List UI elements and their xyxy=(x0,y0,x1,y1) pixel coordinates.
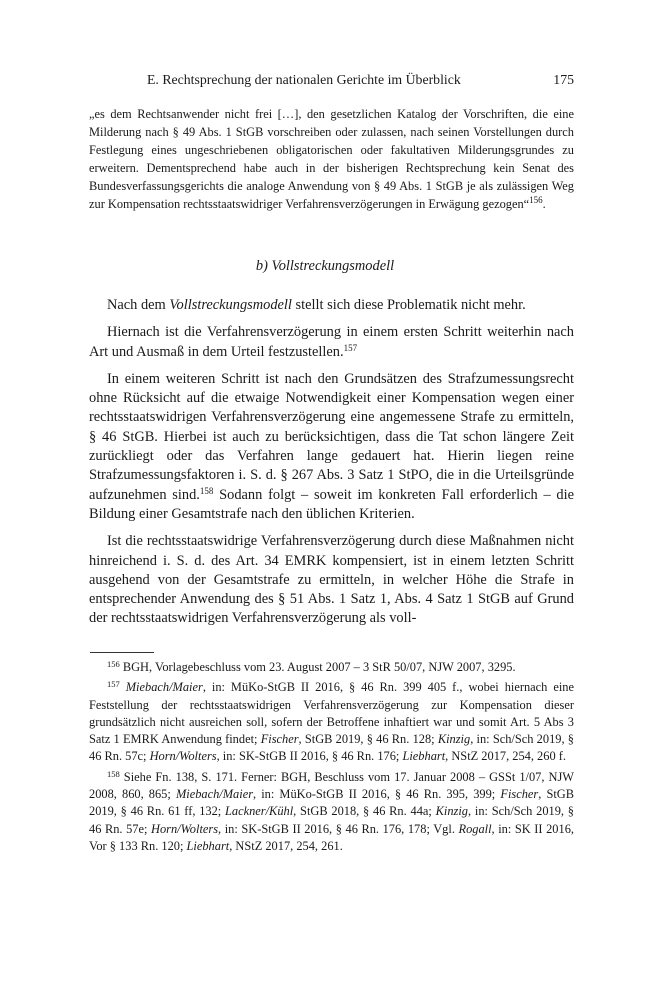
footnote-text: , in: SK II 2016, Vor § 133 Rn. 120; xyxy=(89,821,574,853)
footnotes xyxy=(89,659,574,858)
footnote-text: , in: SK-StGB II 2016, § 46 Rn. 176, 178; Vgl. xyxy=(218,821,459,836)
footnote-ref-156[interactable]: 156 xyxy=(529,194,543,205)
footnote-number: 158 xyxy=(107,768,120,779)
footnote-text: , StGB 2019, § 46 Rn. 61 ff, 132; xyxy=(89,787,574,819)
author-name: Fischer xyxy=(500,787,539,802)
footnote-text: , in: MüKo-StGB II 2016, § 46 Rn. 399 405 f., wobei hiernach eine Feststellung der rechtsstaatswidrigen Verfahrensverzögerung zur Kompensation dieser grundsätzlich nicht ausreichen soll, sofern der Betroffene inhaftiert war und somit Art. 5 Abs 3 Satz 1 EMRK Anwendung findet; xyxy=(89,680,574,747)
footnote-text: , in: SK-StGB II 2016, § 46 Rn. 176; xyxy=(216,749,403,764)
footnote-158 xyxy=(89,769,574,855)
footnote-text: , NStZ 2017, 254, 261. xyxy=(229,838,343,853)
footnote-text: , in: Sch/Sch 2019, § 46 Rn. 57e; xyxy=(89,804,574,836)
author-name: Kinzig xyxy=(435,804,468,819)
body-text xyxy=(89,296,574,637)
paragraph-4 xyxy=(89,532,574,628)
footnote-ref-157[interactable]: 157 xyxy=(343,342,358,353)
author-name: Lackner/Kühl xyxy=(225,804,294,819)
block-quote xyxy=(89,106,574,213)
footnote-ref-158[interactable]: 158 xyxy=(199,485,214,496)
paragraph-3-text: In einem weiteren Schritt ist nach den Grundsätzen des Strafzumessungsrecht ohne Rücksicht auf die etwaige Notwendigkeit einer Kompensation wegen einer rechtsstaatswidrigen Verfahrensverzögerung eine angemessene Strafe zu ermitteln, § 46 StGB. Hierbei ist auch zu berücksichtigen, dass die Tat schon längere Zeit zurückliegt oder das Verfahren lange gedauert hat. Hierin liegen reine Strafzumessungsfaktoren i. S. d. § 267 Abs. 3 Satz 1 StPO, die in die Urteilsgründe aufzunehmen sind. xyxy=(89,370,574,503)
paragraph-1-text: Nach dem xyxy=(107,297,170,313)
footnote-157 xyxy=(89,679,574,765)
footnote-text: , in: MüKo-StGB II 2016, § 46 Rn. 395, 399; xyxy=(253,787,501,802)
section-heading: b) Vollstreckungsmodell xyxy=(255,258,395,274)
author-name: Miebach/Maier xyxy=(125,680,203,695)
paragraph-2-text: Hiernach ist die Verfahrensverzögerung in einem ersten Schritt weiterhin nach Art und Ausmaß in dem Urteil festzustellen. xyxy=(89,324,574,360)
footnote-text: , in: Sch/Sch 2019, § 46 Rn. 57c; xyxy=(89,732,574,764)
author-name: Horn/Wolters xyxy=(151,821,219,836)
footnote-text: , NStZ 2017, 254, 260 f. xyxy=(445,749,566,764)
footnote-divider xyxy=(90,652,154,653)
author-name: Kinzig xyxy=(437,732,471,747)
author-name: Fischer xyxy=(260,732,299,747)
author-name: Horn/Wolters xyxy=(149,749,217,764)
page-number: 175 xyxy=(553,72,574,87)
paragraph-4-text: Ist die rechtsstaatswidrige Verfahrensverzögerung durch diese Maßnahmen nicht hinreichend i. S. d. des Art. 34 EMRK kompensiert, ist in einem letzten Schritt ausgehend von der Gesamtstrafe zu ermitteln, in welcher Höhe die Strafe in entsprechender Anwendung des § 51 Abs. 1 Satz 1, Abs. 4 Satz 1 StGB auf Grund der rechtsstaatswidrigen Verfahrensverzögerung als voll- xyxy=(89,533,574,627)
footnote-text: , StGB 2018, § 46 Rn. 44a; xyxy=(293,804,436,819)
paragraph-1-emphasis: Vollstreckungsmodell xyxy=(169,297,292,313)
footnote-156 xyxy=(89,659,574,676)
author-name: Rogall xyxy=(458,821,492,836)
footnote-number: 157 xyxy=(107,679,120,690)
author-name: Miebach/Maier xyxy=(175,787,254,802)
running-title: E. Rechtsprechung der nationalen Gerichte im Überblick xyxy=(147,72,461,87)
author-name: Liebhart xyxy=(402,749,446,764)
footnote-text: Siehe Fn. 138, S. 171. Ferner: BGH, Beschluss vom 17. Januar 2008 – GSSt 1/07, NJW 2008, 860, 865; xyxy=(89,769,574,802)
paragraph-2 xyxy=(89,323,574,362)
paragraph-1-text-end: stellt sich diese Problematik nicht mehr. xyxy=(291,297,526,313)
author-name: Liebhart xyxy=(186,838,230,853)
quote-end: . xyxy=(542,196,546,211)
paragraph-1 xyxy=(89,296,574,315)
paragraph-3 xyxy=(89,370,574,524)
footnote-text: BGH, Vorlagebeschluss vom 23. August 2007 – 3 StR 50/07, NJW 2007, 3295. xyxy=(119,660,516,674)
quote-text: „es dem Rechtsanwender nicht frei […], den gesetzlichen Katalog der Vorschriften, die eine Milderung nach § 49 Abs. 1 StGB vorschreiben oder zulassen, nach seinen Vorstellungen durch Festlegung eines ungeschriebenen obligatorischen oder fakultativen Milderungsgrundes zu erweitern. Dementsprechend habe auch in der bisherigen Rechtsprechung kein Senat des Bundesverfassungsgerichts die analoge Anwendung von § 49 Abs. 1 StGB je als zulässigen Weg zur Kompensation rechtsstaatswidriger Verfahrensverzögerungen in Erwägung gezogen“ xyxy=(89,107,574,211)
footnote-number: 156 xyxy=(107,659,120,669)
paragraph-3-text-end: Sodann folgt – soweit im konkreten Fall erforderlich – die Bildung einer Gesamtstrafe nach den üblichen Kriterien. xyxy=(89,486,574,522)
footnote-text: , StGB 2019, § 46 Rn. 128; xyxy=(298,732,438,747)
